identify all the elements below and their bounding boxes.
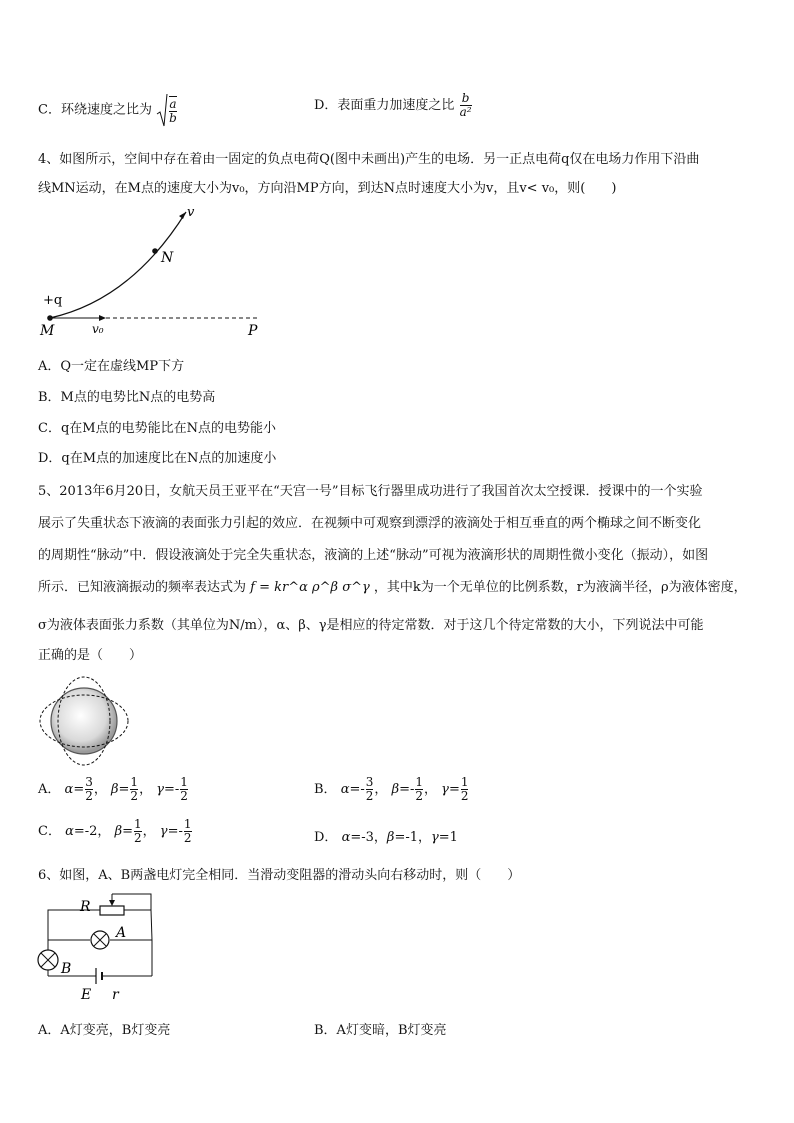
q4-option-a: A．Q一定在虚线MP下方 bbox=[38, 359, 185, 374]
q5-option-d: D． α=-3，β=-1，γ=1 bbox=[314, 830, 458, 845]
q3-option-c-num: a bbox=[169, 96, 177, 111]
q4-point-m bbox=[47, 315, 53, 321]
q4-fig-p: P bbox=[248, 323, 258, 339]
q4-fig-m: M bbox=[40, 323, 55, 339]
q5-line2: 展示了失重状态下液滴的表面张力引起的效应．在视频中可观察到漂浮的液滴处于相互垂直的两个椭球之间不断变化 bbox=[38, 516, 702, 531]
q3-option-d-num: b bbox=[461, 91, 470, 105]
q6-option-a: A．A灯变亮，B灯变亮 bbox=[38, 1023, 171, 1038]
q6-fig-b: B bbox=[61, 961, 72, 977]
q6-circuit-figure bbox=[34, 888, 164, 1006]
q5-droplet-icon bbox=[51, 688, 117, 754]
q4-fig-v: v bbox=[187, 205, 195, 220]
q4-figure bbox=[36, 200, 276, 340]
q5-line5: σ为液体表面张力系数（其单位为N/m），α、β、γ是相应的待定常数．对于这几个待定常数的大小，下列说法中可能 bbox=[38, 618, 704, 633]
q4-option-c: C．q在M点的电势能比在N点的电势能小 bbox=[38, 421, 276, 436]
q5-line4-a: 所示．已知液滴振动的频率表达式为 bbox=[38, 580, 247, 595]
q6-fig-small-r: r bbox=[112, 987, 119, 1003]
q5-line1: 5、2013年6月20日，女航天员王亚平在“天宫一号”目标飞行器里成功进行了我国首次太空授课．授课中的一个实验 bbox=[38, 484, 703, 499]
q3-option-d-label: D．表面重力加速度之比 bbox=[314, 98, 455, 113]
q6-fig-a: A bbox=[116, 925, 127, 941]
q3-option-c bbox=[38, 92, 178, 128]
q3-option-c-label: C．环绕速度之比为 bbox=[38, 102, 152, 118]
q5-line3: 的周期性“脉动”中．假设液滴处于完全失重状态，液滴的上述“脉动”可视为液滴形状的周期性微小变化（振动），如图 bbox=[38, 548, 709, 563]
q4-fig-n: N bbox=[161, 250, 174, 266]
q6-rheostat-icon bbox=[100, 906, 124, 915]
q5-option-b: B． α=- $\frac{3}{2}$ ， β=- $\frac{1}{2}$ ， γ= $\frac{1}{2}$ bbox=[314, 775, 469, 803]
q5-line4 bbox=[38, 576, 747, 595]
q4-arrow-v-icon bbox=[179, 212, 186, 219]
q5-option-c: C． α=-2， β= $\frac{1}{2}$ ， γ=- $\frac{1}{2}$ bbox=[38, 817, 192, 845]
q6-stem: 6、如图，A、B两盏电灯完全相同．当滑动变阻器的滑动头向右移动时，则（ ） bbox=[38, 868, 521, 883]
q5-line6: 正确的是（ ） bbox=[38, 648, 143, 663]
q3-option-d bbox=[314, 92, 473, 119]
sqrt-sign-icon bbox=[156, 92, 168, 128]
q4-stem-line2: 线MN运动，在M点的速度大小为v₀，方向沿MP方向，到达N点时速度大小为v，且v< v₀，则( ) bbox=[38, 181, 617, 196]
q4-fig-v0: v₀ bbox=[92, 322, 104, 336]
q4-arrow-v0-icon bbox=[99, 315, 106, 321]
q3-option-c-den: b bbox=[169, 110, 177, 125]
q6-fig-r: R bbox=[80, 899, 91, 915]
q4-option-d: D．q在M点的加速度比在N点的加速度小 bbox=[38, 451, 277, 466]
q5-formula: f = kr^α ρ^β σ^γ bbox=[250, 580, 370, 595]
q4-point-n bbox=[152, 248, 158, 254]
q5-option-a: A． α= $\frac{3}{2}$ ， β= $\frac{1}{2}$ ， γ=- $\frac{1}{2}$ bbox=[38, 775, 188, 803]
q4-fig-charge: +q bbox=[43, 293, 63, 308]
q6-fig-e: E bbox=[81, 987, 92, 1003]
q5-droplet-figure bbox=[36, 673, 132, 769]
q4-option-b: B．M点的电势比N点的电势高 bbox=[38, 390, 216, 405]
q3-option-c-sqrt bbox=[156, 92, 178, 128]
q4-stem-line1: 4、如图所示，空间中存在着由一固定的负点电荷Q(图中未画出)产生的电场．另一正点电荷q仅在电场力作用下沿曲 bbox=[38, 152, 700, 167]
q5-line4-b: ，其中k为一个无单位的比例系数，r为液滴半径，ρ为液体密度， bbox=[373, 580, 747, 595]
q6-slider-arrow-icon bbox=[109, 900, 115, 906]
q3-option-d-den: a² bbox=[459, 105, 472, 119]
q6-option-b: B．A灯变暗，B灯变亮 bbox=[314, 1023, 447, 1038]
